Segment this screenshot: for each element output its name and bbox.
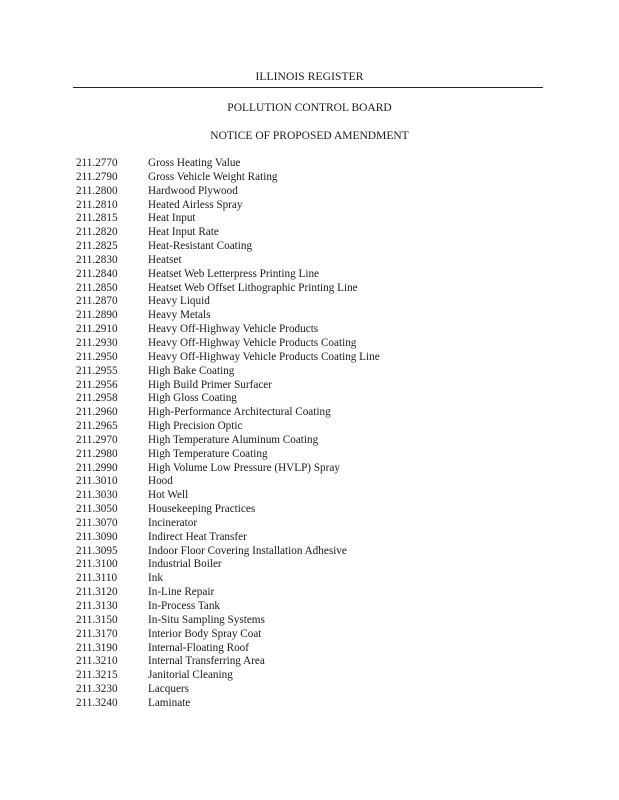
definition-term: High Volume Low Pressure (HVLP) Spray bbox=[148, 461, 340, 474]
definition-row bbox=[76, 406, 546, 420]
section-number: 211.2956 bbox=[76, 378, 118, 391]
definition-row bbox=[76, 517, 546, 531]
definition-term: Ink bbox=[148, 572, 163, 585]
definition-term: Heavy Off-Highway Vehicle Products Coating Line bbox=[148, 350, 380, 363]
definition-row bbox=[76, 323, 546, 337]
definition-row bbox=[76, 503, 546, 517]
definition-row bbox=[76, 199, 546, 213]
definition-row bbox=[76, 282, 546, 296]
section-number: 211.3070 bbox=[76, 516, 118, 529]
definition-row bbox=[76, 212, 546, 226]
definition-row bbox=[76, 655, 546, 669]
section-number: 211.2770 bbox=[76, 157, 118, 169]
definition-row bbox=[76, 392, 546, 406]
definition-term: High-Performance Architectural Coating bbox=[148, 406, 331, 419]
definition-term: Heatset bbox=[148, 253, 182, 266]
definition-term: High Gloss Coating bbox=[148, 392, 237, 405]
definition-term: Heatset Web Offset Lithographic Printing Line bbox=[148, 281, 358, 294]
definition-term: Heavy Off-Highway Vehicle Products bbox=[148, 323, 319, 336]
definition-term: High Temperature Coating bbox=[148, 447, 268, 460]
definition-term: Laminate bbox=[148, 696, 191, 709]
header-rule bbox=[73, 87, 543, 88]
section-number: 211.2980 bbox=[76, 447, 118, 460]
section-number: 211.2958 bbox=[76, 392, 118, 405]
definition-row bbox=[76, 628, 546, 642]
section-number: 211.2790 bbox=[76, 170, 118, 183]
definition-row bbox=[76, 475, 546, 489]
section-number: 211.3240 bbox=[76, 696, 118, 709]
definition-row bbox=[76, 462, 546, 476]
definition-term: Indoor Floor Covering Installation Adhesive bbox=[148, 544, 347, 557]
definition-row bbox=[76, 600, 546, 614]
definition-term: Heavy Metals bbox=[148, 309, 211, 322]
definition-term: Internal Transferring Area bbox=[148, 655, 265, 668]
definition-row bbox=[76, 365, 546, 379]
definition-term: High Build Primer Surfacer bbox=[148, 378, 272, 391]
section-number: 211.3030 bbox=[76, 489, 118, 502]
definition-term: Heat Input Rate bbox=[148, 226, 219, 239]
section-number: 211.2810 bbox=[76, 198, 118, 211]
section-number: 211.2830 bbox=[76, 253, 118, 266]
definition-row bbox=[76, 268, 546, 282]
definition-row bbox=[76, 337, 546, 351]
definition-row bbox=[76, 489, 546, 503]
definition-row bbox=[76, 545, 546, 559]
definition-term: Internal-Floating Roof bbox=[148, 641, 249, 654]
definition-row bbox=[76, 309, 546, 323]
definition-row bbox=[76, 586, 546, 600]
definition-row bbox=[76, 697, 546, 711]
definition-term: High Temperature Aluminum Coating bbox=[148, 433, 319, 446]
definition-row bbox=[76, 240, 546, 254]
section-number: 211.3215 bbox=[76, 669, 118, 682]
definition-row bbox=[76, 379, 546, 393]
section-number: 211.3100 bbox=[76, 558, 118, 571]
definition-term: Janitorial Cleaning bbox=[148, 669, 233, 682]
section-number: 211.2820 bbox=[76, 226, 118, 239]
section-number: 211.2815 bbox=[76, 212, 118, 225]
definition-row bbox=[76, 558, 546, 572]
section-number: 211.3230 bbox=[76, 683, 118, 696]
section-number: 211.3130 bbox=[76, 600, 118, 612]
definition-term: Gross Vehicle Weight Rating bbox=[148, 170, 278, 183]
section-number: 211.2890 bbox=[76, 309, 118, 322]
section-number: 211.2850 bbox=[76, 281, 118, 294]
definition-row bbox=[76, 351, 546, 365]
section-number: 211.3095 bbox=[76, 544, 118, 557]
definition-row bbox=[76, 614, 546, 628]
definition-term: High Bake Coating bbox=[148, 364, 235, 377]
board-title: POLLUTION CONTROL BOARD bbox=[227, 102, 392, 114]
definition-row bbox=[76, 295, 546, 309]
definition-row bbox=[76, 226, 546, 240]
definition-row bbox=[76, 683, 546, 697]
definition-row bbox=[76, 420, 546, 434]
definition-row bbox=[76, 171, 546, 185]
definitions-list bbox=[76, 157, 546, 711]
definition-term: Heavy Off-Highway Vehicle Products Coating bbox=[148, 336, 357, 349]
section-number: 211.2800 bbox=[76, 184, 118, 197]
definition-row bbox=[76, 434, 546, 448]
definition-row bbox=[76, 185, 546, 199]
section-number: 211.2825 bbox=[76, 240, 118, 253]
definition-term: Lacquers bbox=[148, 683, 189, 696]
definition-term: Hood bbox=[148, 475, 173, 488]
section-number: 211.2910 bbox=[76, 323, 118, 336]
section-number: 211.3050 bbox=[76, 503, 118, 516]
definition-row bbox=[76, 254, 546, 268]
section-number: 211.2970 bbox=[76, 433, 118, 446]
definition-term: Heat Input bbox=[148, 212, 196, 225]
definition-row bbox=[76, 642, 546, 656]
section-number: 211.2955 bbox=[76, 364, 118, 377]
definition-row bbox=[76, 448, 546, 462]
section-number: 211.2960 bbox=[76, 406, 118, 419]
definition-term: Industrial Boiler bbox=[148, 558, 222, 571]
definition-term: Housekeeping Practices bbox=[148, 503, 256, 516]
definition-term: Heavy Liquid bbox=[148, 295, 210, 308]
notice-title: NOTICE OF PROPOSED AMENDMENT bbox=[210, 130, 409, 142]
section-number: 211.3110 bbox=[76, 572, 118, 585]
definition-term: Hardwood Plywood bbox=[148, 184, 238, 197]
section-number: 211.3090 bbox=[76, 530, 118, 543]
definition-term: Incinerator bbox=[148, 516, 198, 529]
definition-term: In-Process Tank bbox=[148, 600, 221, 612]
definition-term: Hot Well bbox=[148, 489, 189, 502]
definition-term: High Precision Optic bbox=[148, 420, 243, 433]
definition-row bbox=[76, 157, 546, 171]
section-number: 211.3010 bbox=[76, 475, 118, 488]
section-number: 211.2965 bbox=[76, 420, 118, 433]
definition-term: In-Situ Sampling Systems bbox=[148, 613, 265, 626]
section-number: 211.3190 bbox=[76, 641, 118, 654]
section-number: 211.3170 bbox=[76, 627, 118, 640]
section-number: 211.3150 bbox=[76, 613, 118, 626]
definition-term: Indirect Heat Transfer bbox=[148, 530, 247, 543]
section-number: 211.2840 bbox=[76, 267, 118, 280]
section-number: 211.2870 bbox=[76, 295, 118, 308]
section-number: 211.3120 bbox=[76, 586, 118, 599]
section-number: 211.2990 bbox=[76, 461, 118, 474]
section-number: 211.2950 bbox=[76, 350, 118, 363]
section-number: 211.2930 bbox=[76, 336, 118, 349]
definition-row bbox=[76, 531, 546, 545]
definition-term: In-Line Repair bbox=[148, 586, 215, 599]
definition-row bbox=[76, 669, 546, 683]
definition-term: Gross Heating Value bbox=[148, 157, 241, 169]
definition-term: Interior Body Spray Coat bbox=[148, 627, 262, 640]
register-title: ILLINOIS REGISTER bbox=[255, 71, 364, 83]
definition-term: Heated Airless Spray bbox=[148, 198, 243, 211]
definition-term: Heat-Resistant Coating bbox=[148, 240, 253, 253]
definition-term: Heatset Web Letterpress Printing Line bbox=[148, 267, 320, 280]
definition-row bbox=[76, 572, 546, 586]
section-number: 211.3210 bbox=[76, 655, 118, 668]
